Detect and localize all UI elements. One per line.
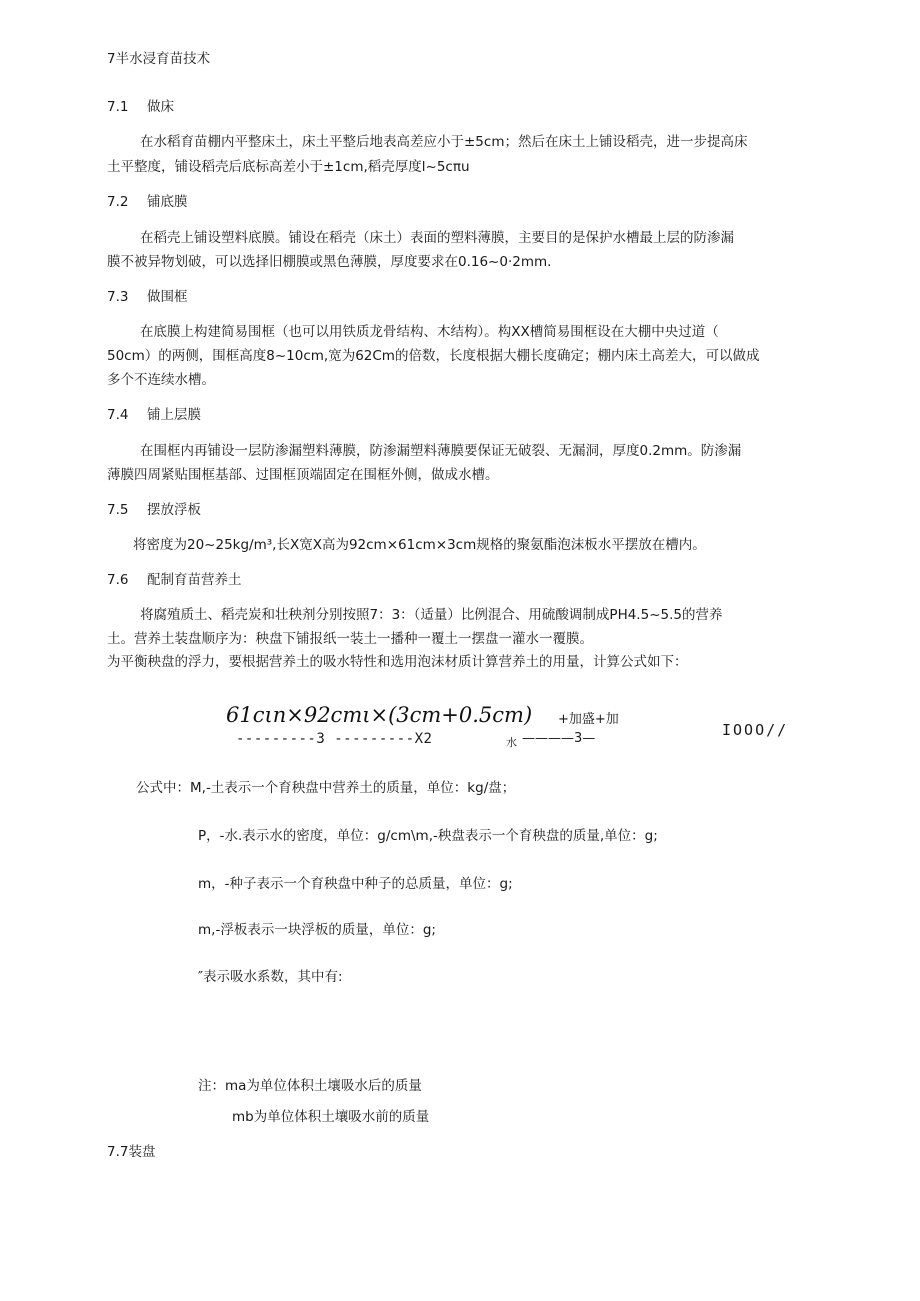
heading-7-7: 7.7装盘 (107, 1144, 156, 1160)
section-number: 7.2 (107, 194, 129, 210)
section-title: 摆放浮板 (147, 502, 201, 518)
section-number: 7.1 (107, 99, 129, 115)
paragraph-line: 在稻壳上铺设塑料底膜。铺设在稻壳（床土）表面的塑料薄膜，主要目的是保护水槽最上层的防渗漏 (140, 230, 734, 246)
paragraph-line: 将腐殖质土、稻壳炭和壮秧剂分别按照7：3：（适量）比例混合、用硫酸调制成PH4.5~5.5的营养 (140, 607, 723, 623)
paragraph-line: 将密度为20~25kg∕m³,长X宽X高为92cm×61cm×3cm规格的聚氨酯泡沫板水平摆放在槽内。 (133, 537, 706, 553)
legend-line: ″表示吸水系数，其中有: (198, 969, 343, 985)
paragraph-line: 土平整度，铺设稻壳后底标高差小于±1cm,稻壳厚度l~5cπu (107, 159, 470, 175)
formula-plus: +加盛+加 (558, 712, 619, 727)
heading-7-4 (107, 406, 201, 424)
paragraph-line: 在底膜上构建简易围框（也可以用铁质龙骨结构、木结构）。构XX槽简易围框设在大棚中央过道（ (140, 324, 719, 340)
legend-line: m，-种子表示一个育秧盘中种子的总质量，单位：g; (198, 876, 513, 892)
section-number: 7.4 (107, 407, 129, 423)
paragraph-line: 50cm）的两侧，围框高度8~10cm,宽为62Cm的倍数，长度根据大棚长度确定；棚内床土高差大，可以做成 (107, 348, 760, 364)
paragraph-line: 在水稻育苗棚内平整床土，床土平整后地表高差应小于±5cm；然后在床土上铺设稻壳，进一步提高床 (140, 134, 748, 150)
formula-tail: ————3— (522, 731, 596, 746)
heading-7-2 (107, 193, 188, 211)
section-number: 7.3 (107, 289, 129, 305)
heading-7-3 (107, 288, 188, 306)
section-title: 铺上层膜 (147, 407, 201, 423)
section-title: 铺底膜 (147, 194, 188, 210)
legend-line: P，-水.表示水的密度，单位：g∕cm\m,-秧盘表示一个育秧盘的质量,单位：g; (198, 828, 658, 844)
note-line: 注：ma为单位体积土壤吸水后的质量 (198, 1078, 422, 1094)
paragraph-line: 薄膜四周紧贴围框基部、过围框顶端固定在围框外侧，做成水槽。 (107, 467, 499, 483)
paragraph-line: 多个不连续水槽。 (107, 372, 215, 388)
section-title: 做围框 (147, 289, 188, 305)
section-number: 7.6 (107, 572, 129, 588)
section-title: 配制育苗营养土 (147, 572, 242, 588)
paragraph-line: 在围框内再铺设一层防渗漏塑料薄膜，防渗漏塑料薄膜要保证无破裂、无漏洞，厚度0.2mm。防渗漏 (140, 443, 742, 459)
heading-7-5 (107, 501, 201, 519)
legend-line: m,-浮板表示一块浮板的质量，单位：g; (198, 922, 436, 938)
formula-water: 水 (506, 736, 517, 749)
section-title: 做床 (147, 99, 174, 115)
formula-dashes: ---------3 ---------X2 (236, 731, 433, 747)
paragraph-line: 膜不被异物划破，可以选择旧棚膜或黑色薄膜，厚度要求在0.16~0·2mm. (107, 254, 552, 270)
note-line: mb为单位体积土壤吸水前的质量 (232, 1109, 430, 1125)
heading-7-6 (107, 571, 242, 589)
page-title: 7半水浸育苗技术 (107, 51, 211, 67)
formula-main: 61cιn×92cmι×(3cm+0.5cm) (226, 703, 533, 727)
formula-right: IOOO// (722, 721, 789, 739)
section-number: 7.5 (107, 502, 129, 518)
paragraph-line: 为平衡秧盘的浮力，要根据营养土的吸水特性和选用泡沫材质计算营养土的用量，计算公式如下： (107, 654, 688, 670)
heading-7-1 (107, 98, 174, 116)
paragraph-line: 土。营养土装盘顺序为：秧盘下铺报纸一装土一播种一覆土一摆盘一灌水一覆膜。 (107, 631, 593, 647)
legend-line: 公式中：M,-土表示一个育秧盘中营养土的质量，单位：kg∕盘； (136, 780, 516, 796)
